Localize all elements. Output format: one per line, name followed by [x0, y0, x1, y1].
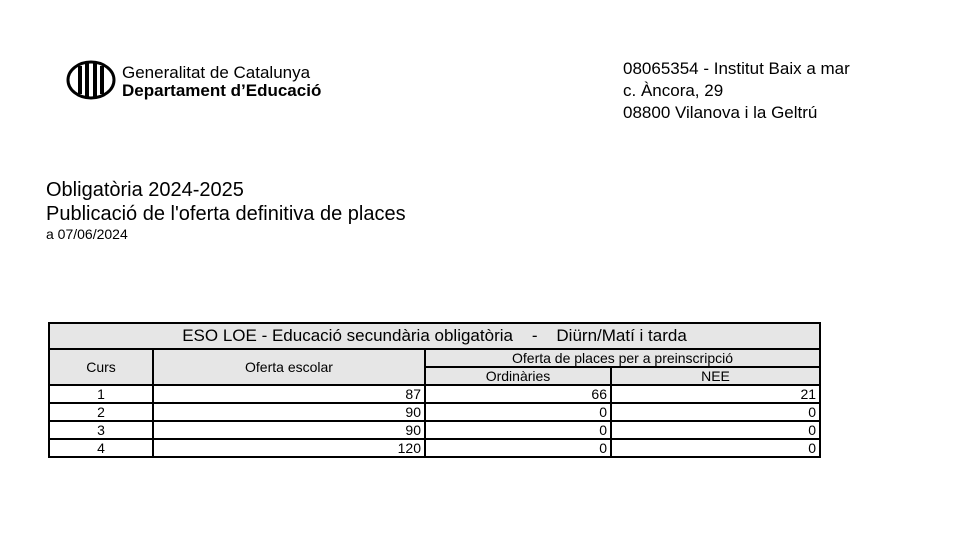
col-header-oferta: Oferta escolar: [153, 349, 425, 385]
document-title: Obligatòria 2024-2025: [46, 179, 244, 201]
cell-oferta: 90: [153, 403, 425, 421]
cell-nee: 21: [611, 385, 820, 403]
cell-curs: 3: [49, 421, 153, 439]
generalitat-logo-icon: [66, 60, 116, 100]
document-titles: [46, 178, 406, 243]
table-title: ESO LOE - Educació secundària obligatòria - Diürn/Matí i tarda: [49, 323, 820, 349]
center-name: 08065354 - Institut Baix a mar: [623, 59, 850, 78]
table-row: [49, 403, 820, 421]
col-header-nee: NEE: [611, 367, 820, 385]
col-header-ordinaries: Ordinàries: [425, 367, 611, 385]
cell-oferta: 90: [153, 421, 425, 439]
col-header-group: Oferta de places per a preinscripció: [425, 349, 820, 367]
center-street: c. Àncora, 29: [623, 81, 724, 100]
org-line-1: Generalitat de Catalunya: [122, 63, 311, 82]
cell-curs: 4: [49, 439, 153, 457]
org-line-2: Departament d’Educació: [122, 81, 322, 100]
table-row: [49, 439, 820, 457]
cell-ordinaries: 0: [425, 439, 611, 457]
col-header-curs: Curs: [49, 349, 153, 385]
center-address: [623, 58, 850, 124]
organization-name: [122, 64, 321, 100]
document-date: a 07/06/2024: [46, 226, 128, 242]
table-row: [49, 385, 820, 403]
cell-curs: 1: [49, 385, 153, 403]
cell-ordinaries: 0: [425, 403, 611, 421]
cell-nee: 0: [611, 403, 820, 421]
cell-ordinaries: 66: [425, 385, 611, 403]
center-city: 08800 Vilanova i la Geltrú: [623, 103, 818, 122]
cell-nee: 0: [611, 439, 820, 457]
cell-oferta: 87: [153, 385, 425, 403]
table-row: [49, 421, 820, 439]
cell-curs: 2: [49, 403, 153, 421]
document-subtitle: Publicació de l'oferta definitiva de places: [46, 203, 406, 225]
cell-oferta: 120: [153, 439, 425, 457]
places-offer-table: [48, 322, 821, 458]
cell-ordinaries: 0: [425, 421, 611, 439]
cell-nee: 0: [611, 421, 820, 439]
